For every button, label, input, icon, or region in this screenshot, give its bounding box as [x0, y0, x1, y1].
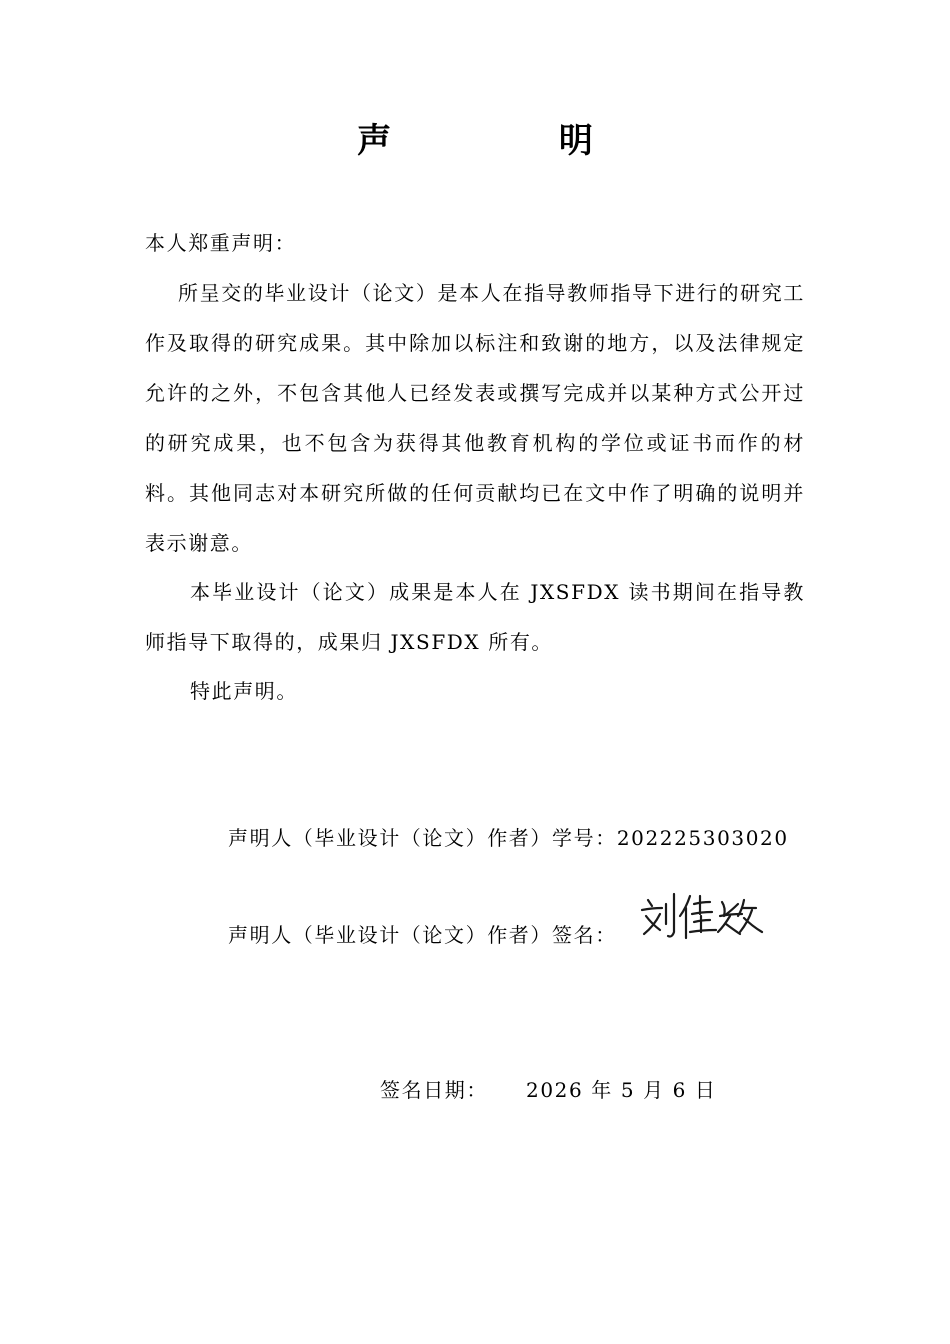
declaration-intro: 本人郑重声明：: [145, 231, 297, 255]
signature-line: [228, 915, 617, 955]
signing-date-value: 2026 年 5 月 6 日: [526, 1078, 717, 1102]
student-id-value: 202225303020: [616, 826, 789, 850]
page-title: 声 明: [357, 121, 671, 161]
handwritten-signature: [638, 886, 768, 946]
student-id-label: 声明人（毕业设计（论文）作者）学号：: [228, 826, 617, 850]
signature-label: 声明人（毕业设计（论文）作者）签名：: [228, 923, 617, 947]
declaration-paragraph-closing: 特此声明。: [190, 679, 298, 703]
declaration-paragraph-ownership: 本毕业设计（论文）成果是本人在 JXSFDX 读书期间在指导教师指导下取得的，成果归 JXSFDX 所有。: [145, 580, 805, 654]
student-id-line: [228, 818, 789, 858]
signing-date-line: [380, 1070, 717, 1110]
declaration-paragraph-originality: 所呈交的毕业设计（论文）是本人在指导教师指导下进行的研究工作及取得的研究成果。其中除加以标注和致谢的地方，以及法律规定允许的之外，不包含其他人已经发表或撰写完成并以某种方式公开过的研究成果，也不包含为获得其他教育机构的学位或证书而作的材料。其他同志对本研究所做的任何贡献均已在文中作了明确的说明并表示谢意。: [145, 281, 805, 555]
signing-date-label: 签名日期：: [380, 1078, 488, 1102]
